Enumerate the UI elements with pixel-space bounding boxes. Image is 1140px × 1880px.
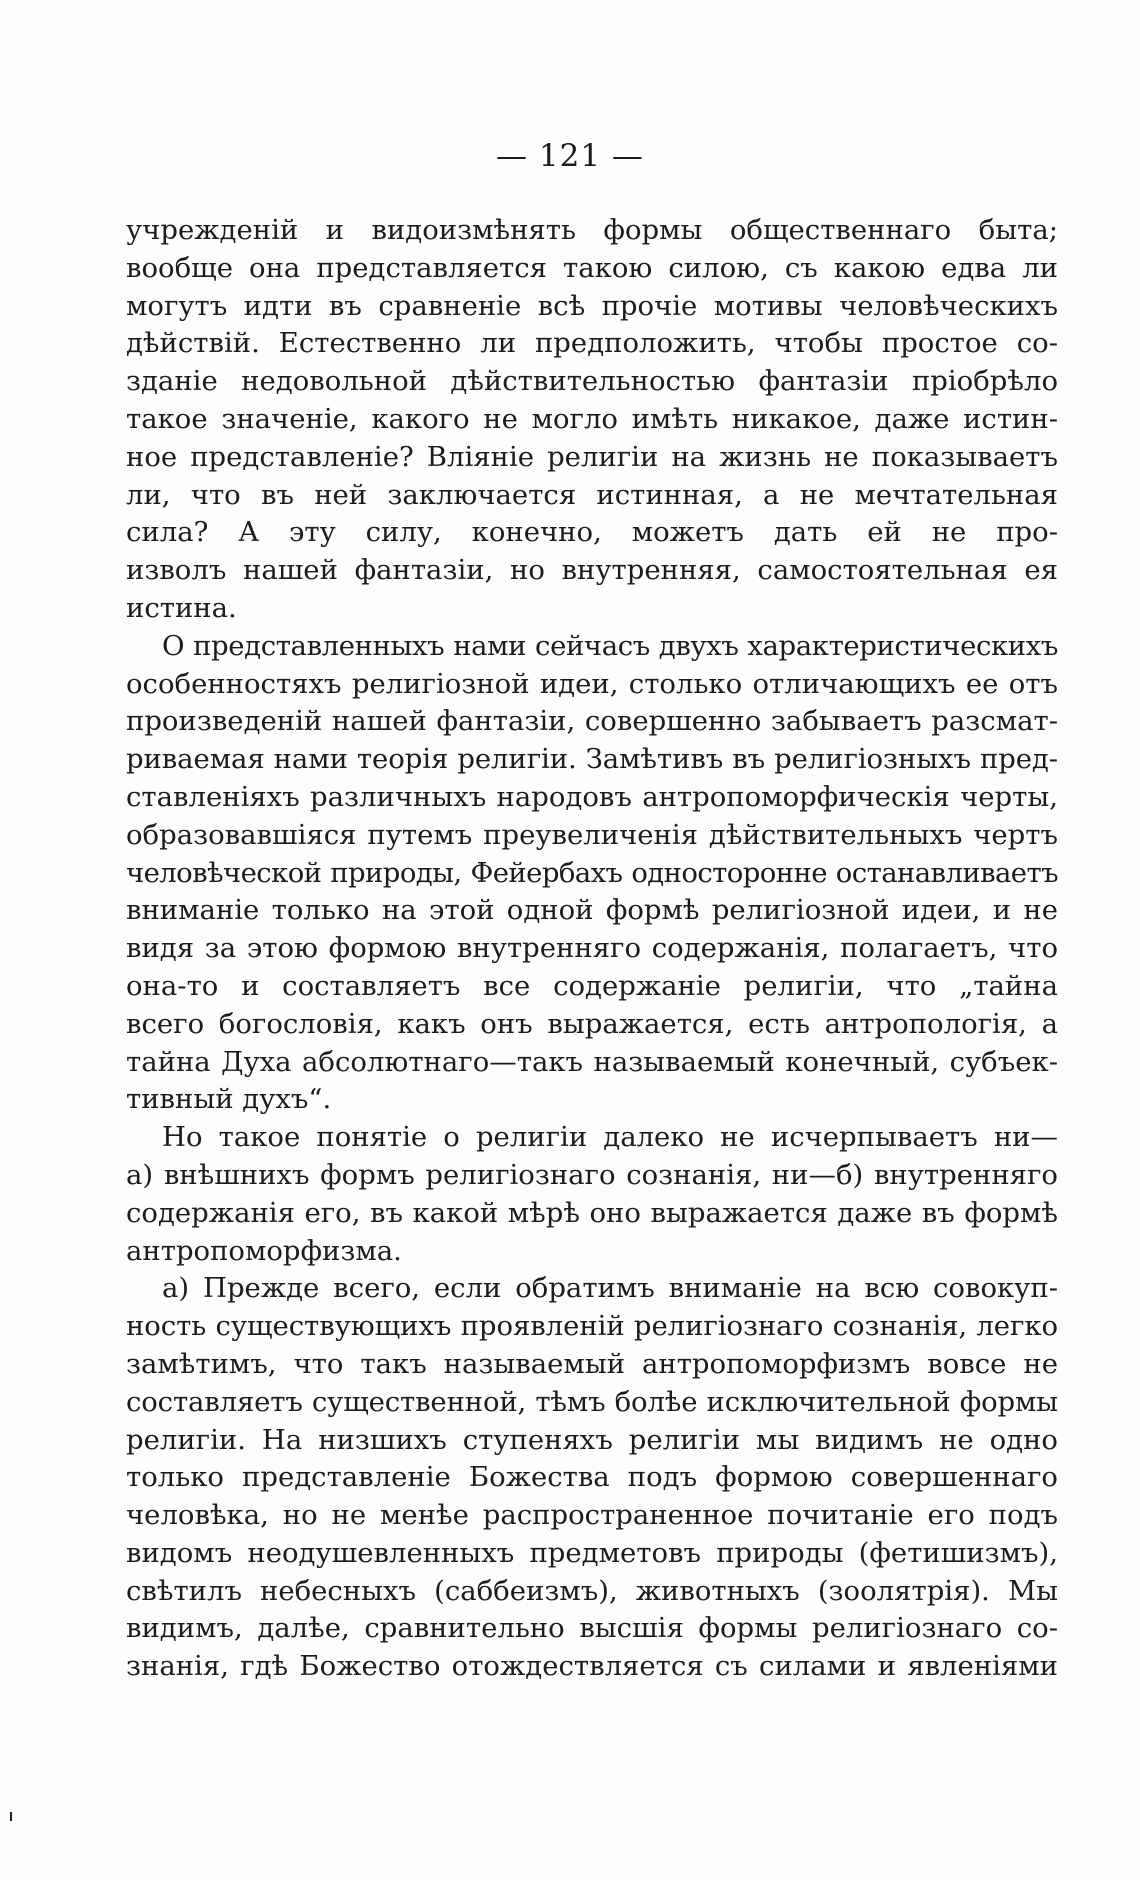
text-line: ное представленіе? Вліяніе религіи на жизнь не показываетъ [126, 440, 1058, 473]
text-line: особенностяхъ религіозной идеи, столько отличающихъ ее отъ [126, 667, 1058, 700]
text-line: учрежденій и видоизмѣнять формы общественнаго быта; [126, 214, 1058, 246]
text-line: тайна Духа абсолютнаго—такъ называемый конечный, субъек- [126, 1045, 1058, 1078]
text-line: такое значеніе, какого не могло имѣть никакое, даже истин- [126, 402, 1058, 435]
text-line: а) Прежде всего, если обратимъ вниманіе на всю совокуп- [162, 1272, 1058, 1305]
text-line: антропоморфизма. [126, 1234, 402, 1267]
text-line: религіи. На низшихъ ступеняхъ религіи мы видимъ не одно [126, 1423, 1058, 1456]
text-line: произведеній нашей фантазіи, совершенно забываетъ разсмат- [126, 705, 1058, 738]
paragraph-2 [126, 628, 1058, 1119]
text-line: ли, что въ ней заключается истинная, а не мечтательная [126, 478, 1058, 511]
text-line: истина. [126, 591, 237, 624]
text-line: изволъ нашей фантазіи, но внутренняя, самостоятельная ея [126, 554, 1058, 587]
page-body-text [126, 212, 1058, 1686]
text-line: видя за этою формою внутренняго содержанія, полагаетъ, что [126, 932, 1058, 965]
text-line: свѣтилъ небесныхъ (саббеизмъ), животныхъ (зоолятрія). Мы [126, 1574, 1058, 1607]
text-line: видомъ неодушевленныхъ предметовъ природы (фетишизмъ), [126, 1536, 1058, 1569]
text-line: дѣйствій. Естественно ли предположить, чтобы простое со- [126, 327, 1058, 360]
text-line: ность существующихъ проявленій религіознаго сознанія, легко [126, 1310, 1058, 1343]
text-line: видимъ, далѣе, сравнительно высшія формы религіознаго со- [126, 1612, 1058, 1645]
text-line: человѣка, но не менѣе распространенное почитаніе его подъ [126, 1499, 1058, 1532]
text-line: составляетъ существенной, тѣмъ болѣе исключительной формы [126, 1385, 1058, 1418]
text-line: знанія, гдѣ Божество отождествляется съ силами и явленіями [126, 1650, 1058, 1683]
text-line: зданіе недовольной дѣйствительностью фантазіи пріобрѣло [126, 365, 1058, 398]
scan-speck [10, 1812, 12, 1821]
text-line: всего богословія, какъ онъ выражается, есть антропологія, а [126, 1007, 1058, 1040]
text-line: только представленіе Божества подъ формою совершеннаго [126, 1461, 1058, 1494]
text-line: человѣческой природы, Фейербахъ односторонне останавливаетъ [126, 856, 1058, 889]
paragraph-3 [126, 1119, 1058, 1270]
text-line: замѣтимъ, что такъ называемый антропоморфизмъ вовсе не [126, 1347, 1058, 1380]
paragraph-4 [126, 1270, 1058, 1686]
page-number: — 121 — [496, 138, 644, 174]
text-line: а) внѣшнихъ формъ религіознаго сознанія, ни—б) внутренняго [126, 1158, 1058, 1191]
text-line: тивный духъ“. [126, 1083, 332, 1116]
text-line: могутъ идти въ сравненіе всѣ прочіе мотивы человѣческихъ [126, 289, 1058, 322]
text-line: содержанія его, въ какой мѣрѣ оно выражается даже въ формѣ [126, 1196, 1058, 1229]
text-line: сила? А эту силу, конечно, можетъ дать ей не про- [126, 516, 1058, 549]
text-line: образовавшіяся путемъ преувеличенія дѣйствительныхъ чертъ [126, 818, 1058, 851]
paragraph-1 [126, 212, 1058, 628]
text-line: вообще она представляется такою силою, съ какою едва ли [126, 251, 1058, 284]
text-line: ставленіяхъ различныхъ народовъ антропоморфическія черты, [126, 780, 1058, 813]
text-line: вниманіе только на этой одной формѣ религіозной идеи, и не [126, 894, 1058, 927]
text-line: риваемая нами теорія религіи. Замѣтивъ въ религіозныхъ пред- [126, 743, 1058, 776]
text-line: О представленныхъ нами сейчасъ двухъ характеристическихъ [162, 629, 1058, 662]
text-line: Но такое понятіе о религіи далеко не исчерпываетъ ни— [162, 1121, 1058, 1154]
text-line: она-то и составляетъ все содержаніе религіи, что „тайна [126, 969, 1058, 1002]
